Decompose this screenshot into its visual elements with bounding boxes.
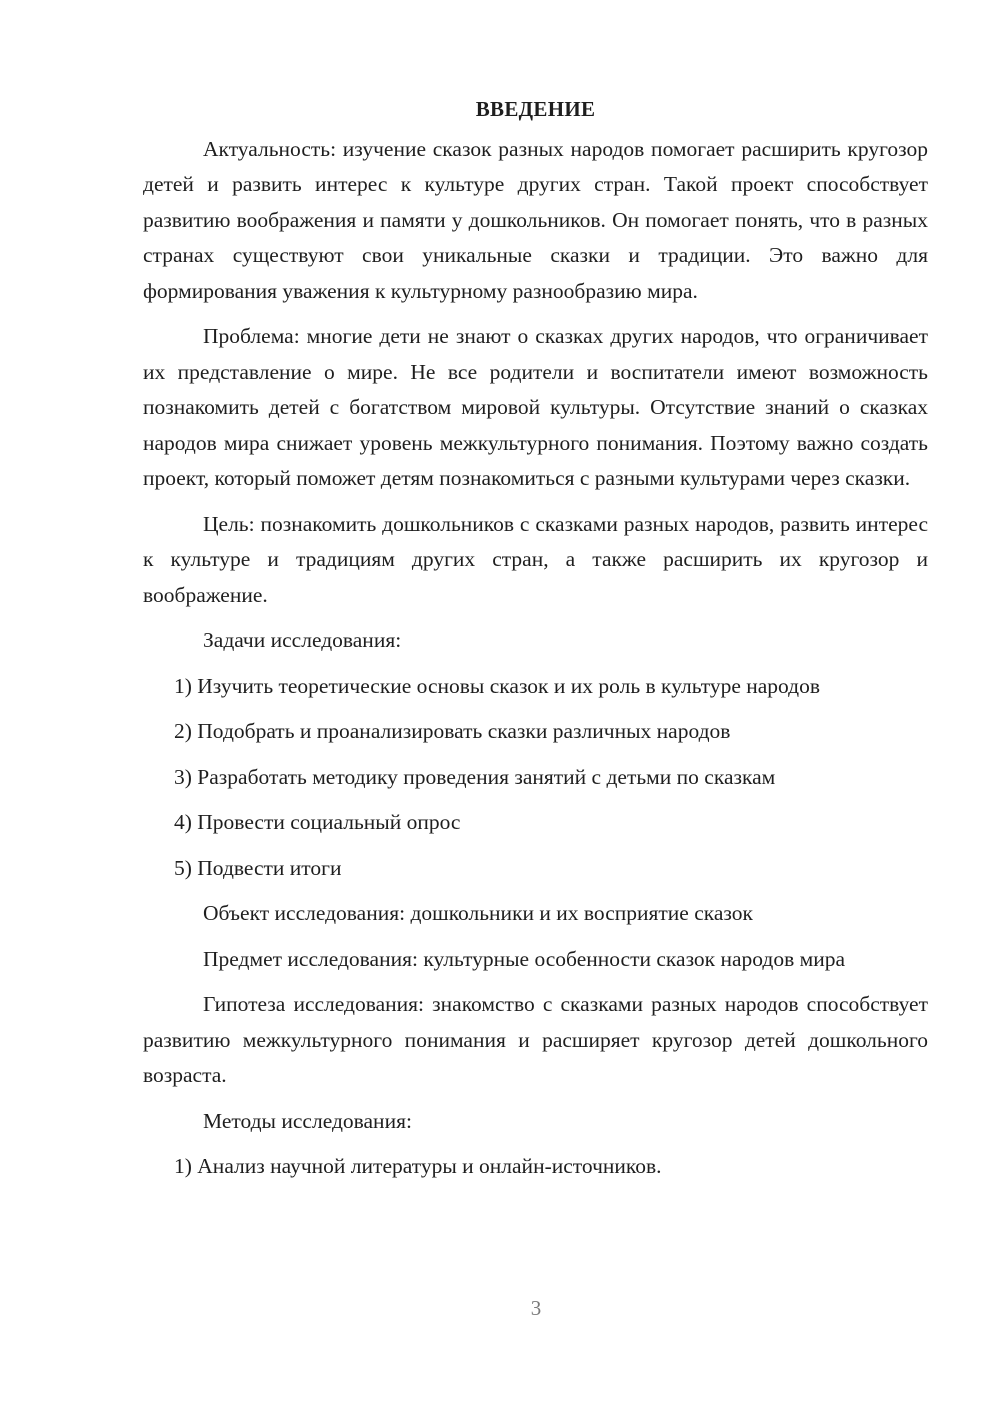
list-item: 5) Подвести итоги [174, 855, 342, 880]
research-subject: Предмет исследования: культурные особенности сказок народов мира [203, 946, 846, 971]
paragraph-relevance: Актуальность: изучение сказок разных народов помогает расширить кругозор детей и развить интерес к культуре других стран. Такой проект способствует развитию воображения и памяти у дошкольников. Он помогает понять, что в разных странах существуют свои уникальные сказки и традиции. Это важно для формирования уважения к культурному разнообразию мира. [143, 136, 928, 303]
page-content [143, 92, 928, 1185]
page-number: 3 [530, 1296, 542, 1320]
tasks-heading: Задачи исследования: [203, 628, 402, 652]
list-item: 4) Провести социальный опрос [174, 810, 461, 834]
list-item: 1) Изучить теоретические основы сказок и их роль в культуре народов [174, 673, 821, 698]
tasks-list [143, 669, 928, 887]
paragraph-goal: Цель: познакомить дошкольников с сказками разных народов, развить интерес к культуре и традициям других стран, а также расширить их кругозор и воображение. [143, 511, 928, 607]
paragraph-problem: Проблема: многие дети не знают о сказках других народов, что ограничивает их представление о мире. Не все родители и воспитатели имеют возможность познакомить детей с богатством мировой культуры. Отсутствие знаний о сказках народов мира снижает уровень межкультурного понимания. Поэтому важно создать проект, который поможет детям познакомиться с разными культурами через сказки. [143, 324, 928, 490]
methods-list [143, 1149, 928, 1185]
page-title: ВВЕДЕНИЕ [475, 97, 596, 121]
list-item: 3) Разработать методику проведения занятий с детьми по сказкам [174, 764, 776, 789]
research-hypothesis: Гипотеза исследования: знакомство с сказками разных народов способствует развитию межкультурного понимания и расширяет кругозор детей дошкольного возраста. [143, 992, 928, 1087]
methods-heading: Методы исследования: [203, 1108, 412, 1133]
list-item: 2) Подобрать и проанализировать сказки различных народов [174, 719, 731, 743]
research-object: Объект исследования: дошкольники и их восприятие сказок [203, 901, 753, 925]
list-item: 1) Анализ научной литературы и онлайн-источников. [174, 1154, 662, 1178]
